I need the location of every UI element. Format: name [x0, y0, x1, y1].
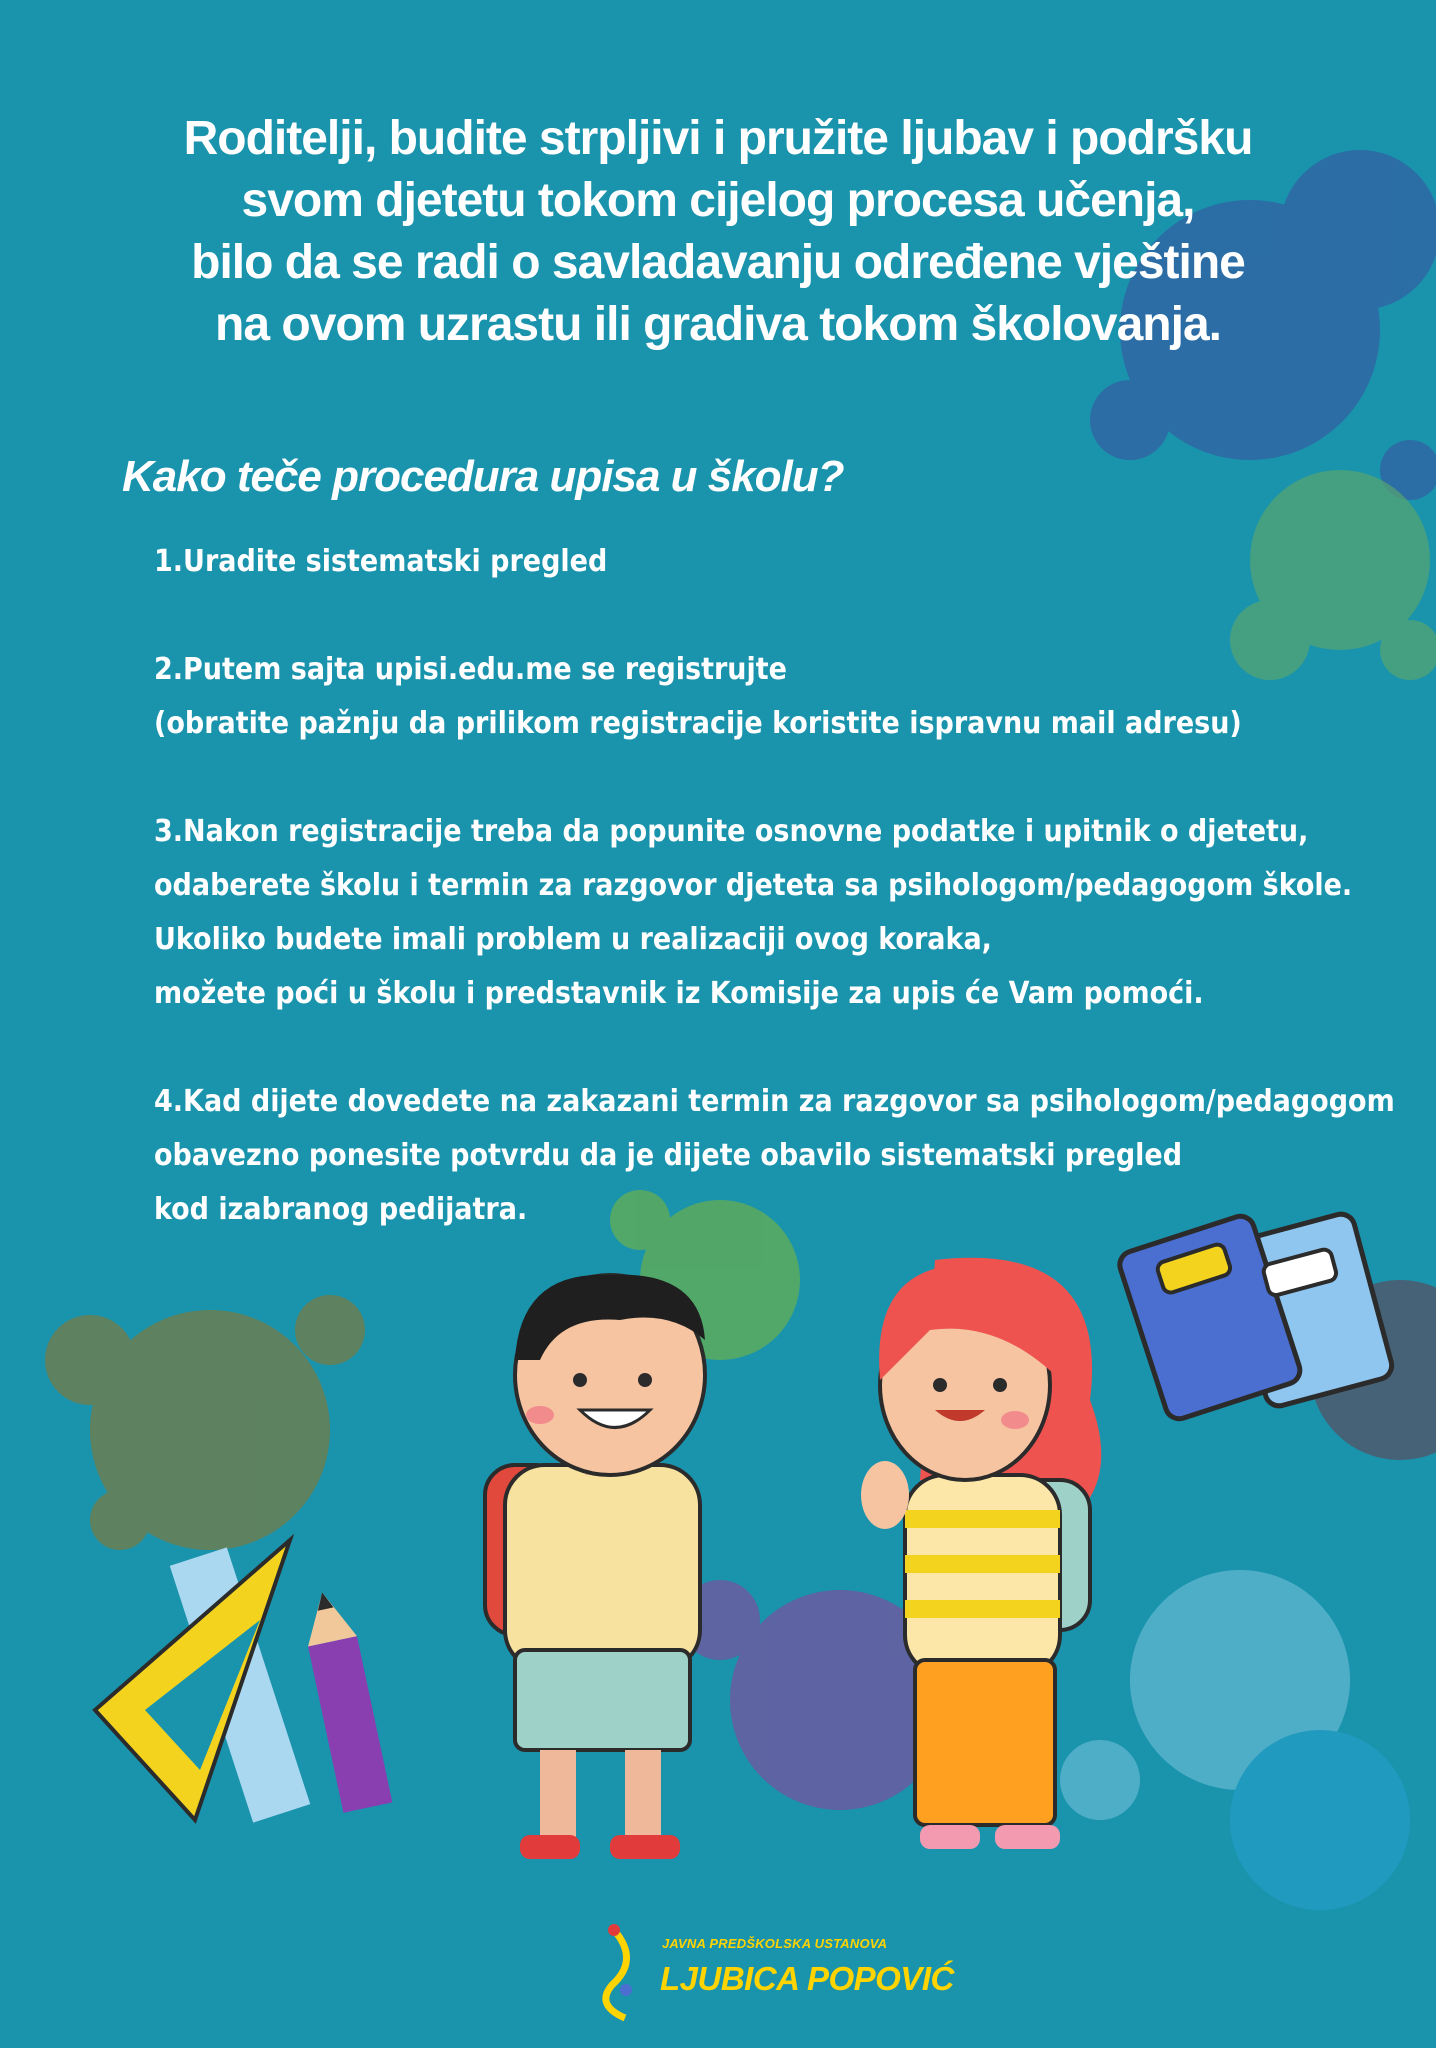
logo-name: LJUBICA POPOVIĆ [660, 1960, 954, 1997]
paint-splash-lightblue-icon [1060, 1570, 1410, 1910]
step-line: 4.Kad dijete dovedete na zakazani termin za razgovor sa psihologom/pedagogom [154, 1084, 1395, 1119]
headline [100, 108, 1336, 356]
boy-illustration [485, 1275, 705, 1859]
step-line: Ukoliko budete imali problem u realizaciji ovog koraka, [154, 922, 992, 957]
step-line: kod izabranog pedijatra. [154, 1192, 528, 1227]
step-1 [154, 535, 1414, 589]
step-line: 1.Uradite sistematski pregled [154, 544, 608, 579]
steps-list [154, 535, 1414, 1237]
logo-subtitle: JAVNA PREDŠKOLSKA USTANOVA [662, 1936, 888, 1951]
headline-line: bilo da se radi o savladavanju određene vještine [191, 236, 1245, 289]
step-line: odaberete školu i termin za razgovor djeteta sa psihologom/pedagogom škole. [154, 868, 1353, 903]
institution-logo [600, 1928, 954, 2008]
headline-line: na ovom uzrastu ili gradiva tokom školovanja. [215, 298, 1221, 351]
step-3 [154, 805, 1414, 1021]
step-line: obavezno ponesite potvrdu da je dijete obavilo sistematski pregled [154, 1138, 1183, 1173]
section-title: Kako teče procedura upisa u školu? [122, 452, 844, 501]
paint-splash-olive-left-icon [45, 1295, 365, 1550]
step-line: 3.Nakon registracije treba da popunite osnovne podatke i upitnik o djetetu, [154, 814, 1309, 849]
headline-line: Roditelji, budite strpljivi i pružite ljubav i podršku [183, 112, 1253, 165]
pencil-icon [298, 1587, 393, 1813]
step-4 [154, 1075, 1414, 1237]
headline-line: svom djetetu tokom cijelog procesa učenja, [241, 174, 1195, 227]
step-line: 2.Putem sajta upisi.edu.me se registrujte [154, 652, 787, 687]
step-2 [154, 643, 1414, 751]
step-line: možete poći u školu i predstavnik iz Komisije za upis će Vam pomoći. [154, 976, 1204, 1011]
step-line: (obratite pažnju da prilikom registracije koristite ispravnu mail adresu) [154, 706, 1242, 741]
